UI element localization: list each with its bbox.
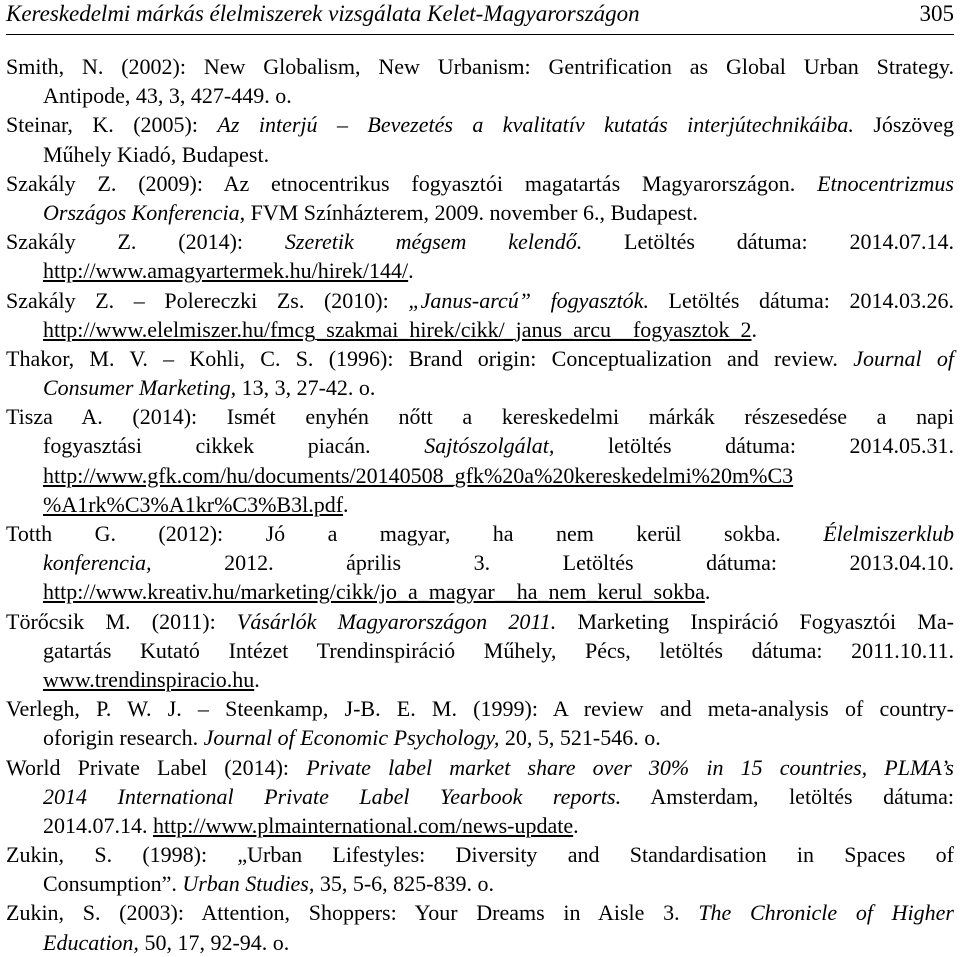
reference-entry xyxy=(6,519,954,607)
reference-link[interactable]: http://www.amagyartermek.hu/hirek/144/ xyxy=(43,258,409,284)
reference-line xyxy=(6,840,954,869)
reference-text: , FVM Színházterem, 2009. november 6., Budapest. xyxy=(239,199,698,225)
reference-italic-text: Education, xyxy=(43,929,139,955)
reference-entry xyxy=(6,344,954,402)
reference-text: Consumption”. xyxy=(43,871,183,897)
reference-line xyxy=(6,519,954,548)
reference-line xyxy=(43,315,954,344)
reference-italic-text: Private label market share over 30% in 15 countries, PLMA’s xyxy=(306,754,954,780)
reference-italic-text: „Janus-arcú” fogyasztók. xyxy=(408,287,649,313)
reference-line xyxy=(43,928,954,957)
reference-entry xyxy=(6,840,954,898)
reference-link[interactable]: http://www.elelmiszer.hu/fmcg_szakmai_hirek/cikk/_janus_arcu__fogyasztok_2 xyxy=(43,316,752,342)
reference-entry xyxy=(6,607,954,695)
reference-link[interactable]: http://www.kreativ.hu/marketing/cikk/jo_a_magyar__ha_nem_kerul_sokba xyxy=(43,579,705,605)
reference-line xyxy=(43,461,954,490)
reference-text: Jószöveg xyxy=(853,112,954,138)
reference-line xyxy=(6,607,954,636)
reference-entry xyxy=(6,227,954,285)
reference-text: Antipode, 43, 3, 427-449. o. xyxy=(43,83,292,109)
reference-line xyxy=(43,198,954,227)
reference-italic-text: Országos Konferencia xyxy=(43,199,240,225)
reference-text: Zukin, S. (1998): „Urban Lifestyles: Diversity and Standardisation in Spaces of xyxy=(6,842,954,868)
reference-text: Verlegh, P. W. J. – Steenkamp, J-B. E. M. (1999): A review and meta-analysis of country- xyxy=(6,696,954,722)
reference-link[interactable]: http://www.plmainternational.com/news-update xyxy=(153,812,574,838)
reference-line xyxy=(6,110,954,139)
reference-text: . xyxy=(408,258,414,284)
reference-line xyxy=(43,81,954,110)
reference-italic-text: Szeretik mégsem kelendő. xyxy=(284,229,583,255)
reference-text: 2012. április 3. Letöltés dátuma: 2013.04.10. xyxy=(151,550,954,576)
reference-line xyxy=(6,898,954,927)
reference-text: 35, 5-6, 825-839. o. xyxy=(314,871,494,897)
reference-text: Letöltés dátuma: 2014.03.26. xyxy=(648,287,954,313)
reference-entry xyxy=(6,402,954,519)
reference-line xyxy=(43,140,954,169)
reference-link[interactable]: www.trendinspiracio.hu xyxy=(43,666,255,692)
reference-text: . xyxy=(704,579,711,605)
reference-text: Letöltés dátuma: 2014.07.14. xyxy=(582,229,954,255)
reference-text: fogyasztási cikkek piacán. xyxy=(43,433,425,459)
reference-entry xyxy=(6,753,954,841)
reference-line xyxy=(6,694,954,723)
reference-text: 2014.07.14. xyxy=(43,812,153,838)
reference-line xyxy=(6,753,954,782)
reference-line xyxy=(43,636,954,665)
reference-line xyxy=(43,782,954,811)
reference-italic-text: Journal of Economic Psychology, xyxy=(203,725,500,751)
reference-italic-text: Urban Studies, xyxy=(182,871,315,897)
reference-line xyxy=(43,431,954,460)
reference-text: . xyxy=(254,666,260,692)
reference-italic-text: konferencia, xyxy=(43,550,152,576)
reference-line xyxy=(6,402,954,431)
reference-text: Szakály Z. (2009): Az etnocentrikus fogyasztói magatartás Magyarországon. xyxy=(6,170,818,196)
reference-link[interactable]: %A1rk%C3%A1kr%C3%B3l.pdf xyxy=(43,491,344,517)
reference-italic-text: 2014 International Private Label Yearbook reports. xyxy=(43,783,622,809)
reference-text: . xyxy=(343,491,349,517)
reference-line xyxy=(43,577,954,606)
reference-italic-text: The Chronicle of Higher xyxy=(698,900,954,926)
reference-entry xyxy=(6,169,954,227)
reference-list xyxy=(6,52,954,957)
reference-entry xyxy=(6,52,954,110)
reference-italic-text: Vásárlók Magyarországon 2011. xyxy=(236,608,557,634)
reference-text: Törőcsik M. (2011): xyxy=(6,608,237,634)
running-header xyxy=(6,0,954,35)
reference-line xyxy=(43,490,954,519)
reference-line xyxy=(6,52,954,81)
reference-line xyxy=(6,286,954,315)
reference-text: Totth G. (2012): Jó a magyar, ha nem kerül sokba. xyxy=(6,521,824,546)
reference-text: 20, 5, 521-546. o. xyxy=(499,725,661,751)
reference-line xyxy=(6,344,954,373)
reference-text: 13, 3, 27-42. o. xyxy=(236,375,376,401)
reference-text: Tisza A. (2014): Ismét enyhén nőtt a kereskedelmi márkák részesedése a napi xyxy=(6,404,954,430)
reference-text: . xyxy=(751,316,758,342)
reference-entry xyxy=(6,110,954,168)
reference-text: Steinar, K. (2005): xyxy=(6,112,218,138)
reference-text: letöltés dátuma: 2014.05.31. xyxy=(554,433,954,459)
reference-link[interactable]: http://www.gfk.com/hu/documents/20140508_gfk%20a%20kereskedelmi%20m%C3 xyxy=(43,462,794,488)
reference-text: Thakor, M. V. – Kohli, C. S. (1996): Brand origin: Conceptualization and review. xyxy=(6,345,854,371)
reference-text: Marketing Inspiráció Fogyasztói Ma- xyxy=(556,608,954,634)
page-number: 305 xyxy=(919,1,954,26)
reference-line xyxy=(43,548,954,577)
running-title: Kereskedelmi márkás élelmiszerek vizsgálata Kelet-Magyarországon xyxy=(6,1,640,26)
reference-italic-text: Élelmiszerklub xyxy=(823,521,954,546)
reference-italic-text: Journal of xyxy=(853,345,954,371)
reference-line xyxy=(6,227,954,256)
reference-line xyxy=(43,723,954,752)
reference-italic-text: Consumer Marketing, xyxy=(43,375,237,401)
reference-italic-text: Sajtószolgálat, xyxy=(424,433,555,459)
reference-entry xyxy=(6,898,954,956)
reference-italic-text: Az interjú – Bevezetés a kvalitatív kutatás interjútechnikáiba. xyxy=(217,112,854,138)
reference-text: Smith, N. (2002): New Globalism, New Urbanism: Gentrification as Global Urban Strategy. xyxy=(6,54,954,79)
reference-text: . xyxy=(573,812,579,838)
reference-line xyxy=(43,373,954,402)
reference-text: Szakály Z. – Polereczki Zs. (2010): xyxy=(6,287,409,313)
reference-line xyxy=(43,256,954,285)
reference-line xyxy=(6,169,954,198)
reference-text: Amsterdam, letöltés dátuma: xyxy=(621,783,954,809)
reference-text: 50, 17, 92-94. o. xyxy=(138,929,290,955)
reference-text: Szakály Z. (2014): xyxy=(6,229,285,255)
reference-line xyxy=(43,811,954,840)
reference-text: Műhely Kiadó, Budapest. xyxy=(43,141,270,167)
reference-text: Zukin, S. (2003): Attention, Shoppers: Your Dreams in Aisle 3. xyxy=(6,900,699,926)
reference-text: World Private Label (2014): xyxy=(6,754,307,780)
reference-entry xyxy=(6,694,954,752)
reference-line xyxy=(43,665,954,694)
reference-italic-text: Etnocentrizmus xyxy=(817,170,954,196)
reference-entry xyxy=(6,286,954,344)
reference-line xyxy=(43,869,954,898)
reference-text: gatartás Kutató Intézet Trendinspiráció Műhely, Pécs, letöltés dátuma: 2011.10.11. xyxy=(43,637,954,663)
reference-text: oforigin research. xyxy=(43,725,204,751)
